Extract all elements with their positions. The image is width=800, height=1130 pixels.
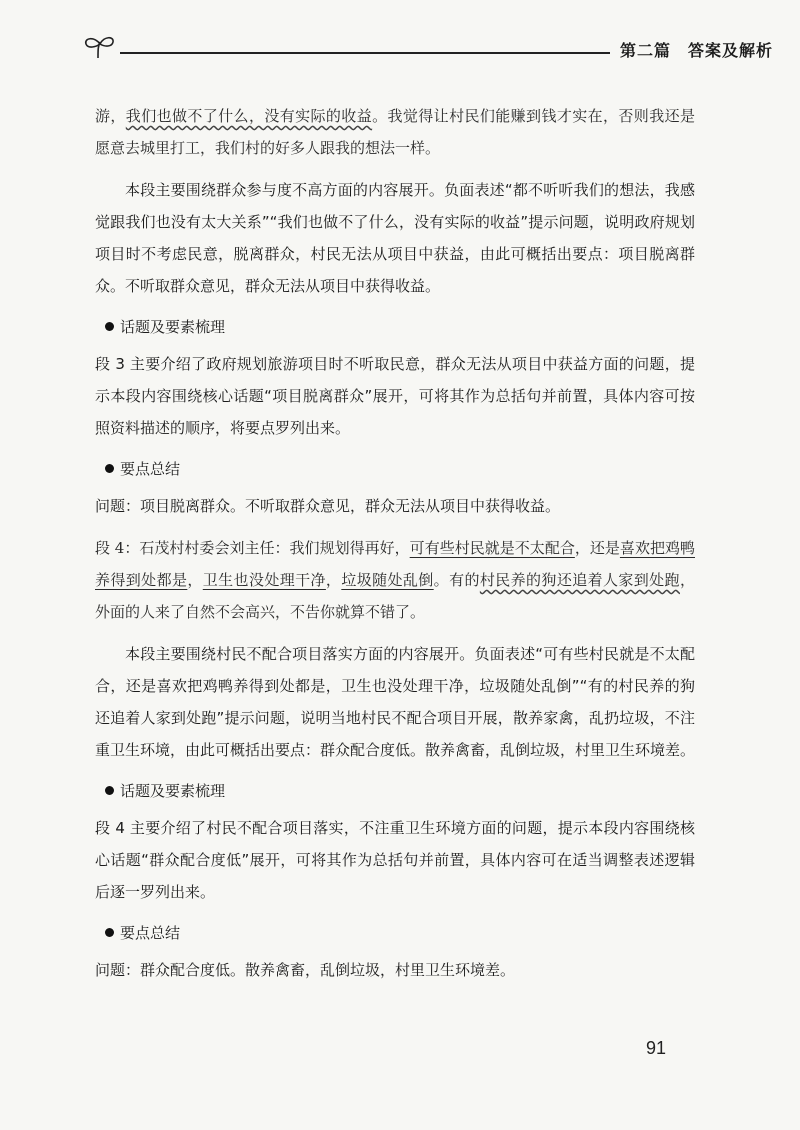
summary-paragraph-4: 问题：群众配合度低。散养禽畜，乱倒垃圾，村里卫生环境差。	[95, 961, 516, 979]
summary-paragraph-3: 问题：项目脱离群众。不听取群众意见，群众无法从项目中获得收益。	[95, 497, 561, 515]
text-span: 。有的	[433, 571, 480, 589]
text-span: 段 4：石茂村村委会刘主任：我们规划得再好，	[95, 539, 410, 557]
page-number: 91	[646, 1038, 667, 1058]
bullet-icon	[105, 322, 114, 331]
source-paragraph-3-end	[95, 100, 695, 164]
bullet-summary-4	[105, 918, 695, 948]
bullet-icon	[105, 464, 114, 473]
underlined-text: 垃圾随处乱倒	[341, 571, 434, 589]
underlined-text: 喜欢把鸡鸭养得到处都是	[95, 539, 695, 589]
bullet-label: 要点总结	[120, 460, 181, 478]
bullet-label: 话题及要素梳理	[120, 318, 226, 336]
text-span: 游，	[95, 107, 126, 125]
topic-paragraph-4: 段 4 主要介绍了村民不配合项目落实，不注重卫生环境方面的问题，提示本段内容围绕核心话题“群众配合度低”展开，可将其作为总括句并前置，具体内容可在适当调整表述逻辑后逐一罗列出来。	[95, 819, 695, 901]
bullet-label: 要点总结	[120, 924, 181, 942]
analysis-paragraph-4: 本段主要围绕村民不配合项目落实方面的内容展开。负面表述“可有些村民就是不太配合，还是喜欢把鸡鸭养得到处都是，卫生也没处理干净，垃圾随处乱倒”“有的村民养的狗还追着人家到处跑”提示问题，说明当地村民不配合项目开展，散养家禽，乱扔垃圾，不注重卫生环境，由此可概括出要点：群众配合度低。散养禽畜，乱倒垃圾，村里卫生环境差。	[95, 645, 696, 759]
wavy-underlined-text: 村民养的狗还追着人家到处跑	[479, 571, 680, 589]
bullet-topic-3	[105, 312, 695, 342]
header-title: 第二篇 答案及解析	[620, 41, 774, 60]
bullet-topic-4	[105, 776, 695, 806]
underlined-text: 卫生也没处理干净	[202, 571, 326, 589]
bullet-icon	[105, 928, 114, 937]
bullet-summary-3	[105, 454, 695, 484]
bullet-icon	[105, 786, 114, 795]
page-content	[95, 100, 695, 996]
underlined-text: 可有些村民就是不太配合	[409, 539, 575, 557]
bullet-label: 话题及要素梳理	[120, 782, 226, 800]
topic-paragraph-3: 段 3 主要介绍了政府规划旅游项目时不听取民意，群众无法从项目中获益方面的问题，提示本段内容围绕核心话题“项目脱离群众”展开，可将其作为总括句并前置，具体内容可按照资料描述的顺序，将要点罗列出来。	[95, 355, 695, 437]
source-paragraph-4	[95, 532, 695, 628]
sprout-icon	[80, 32, 120, 62]
wavy-underlined-text: 我们也做不了什么，没有实际的收益	[125, 107, 373, 125]
text-span: ，	[187, 571, 203, 589]
text-span: ，外面的人来了自然不会高兴，不告你就算不错了。	[95, 571, 695, 621]
text-span: ，还是	[574, 539, 620, 557]
analysis-paragraph-3: 本段主要围绕群众参与度不高方面的内容展开。负面表述“都不听听我们的想法，我感觉跟我们也没有太大关系”“我们也做不了什么，没有实际的收益”提示问题，说明政府规划项目时不考虑民意，脱离群众，村民无法从项目中获益，由此可概括出要点：项目脱离群众。不听取群众意见，群众无法从项目中获得收益。	[95, 181, 695, 295]
text-span: ，	[325, 571, 342, 589]
text-span: 。我觉得让村民们能赚到钱才实在，否则我还是愿意去城里打工，我们村的好多人跟我的想法一样。	[95, 107, 695, 157]
header-rule	[120, 52, 610, 54]
page-header	[80, 30, 774, 70]
